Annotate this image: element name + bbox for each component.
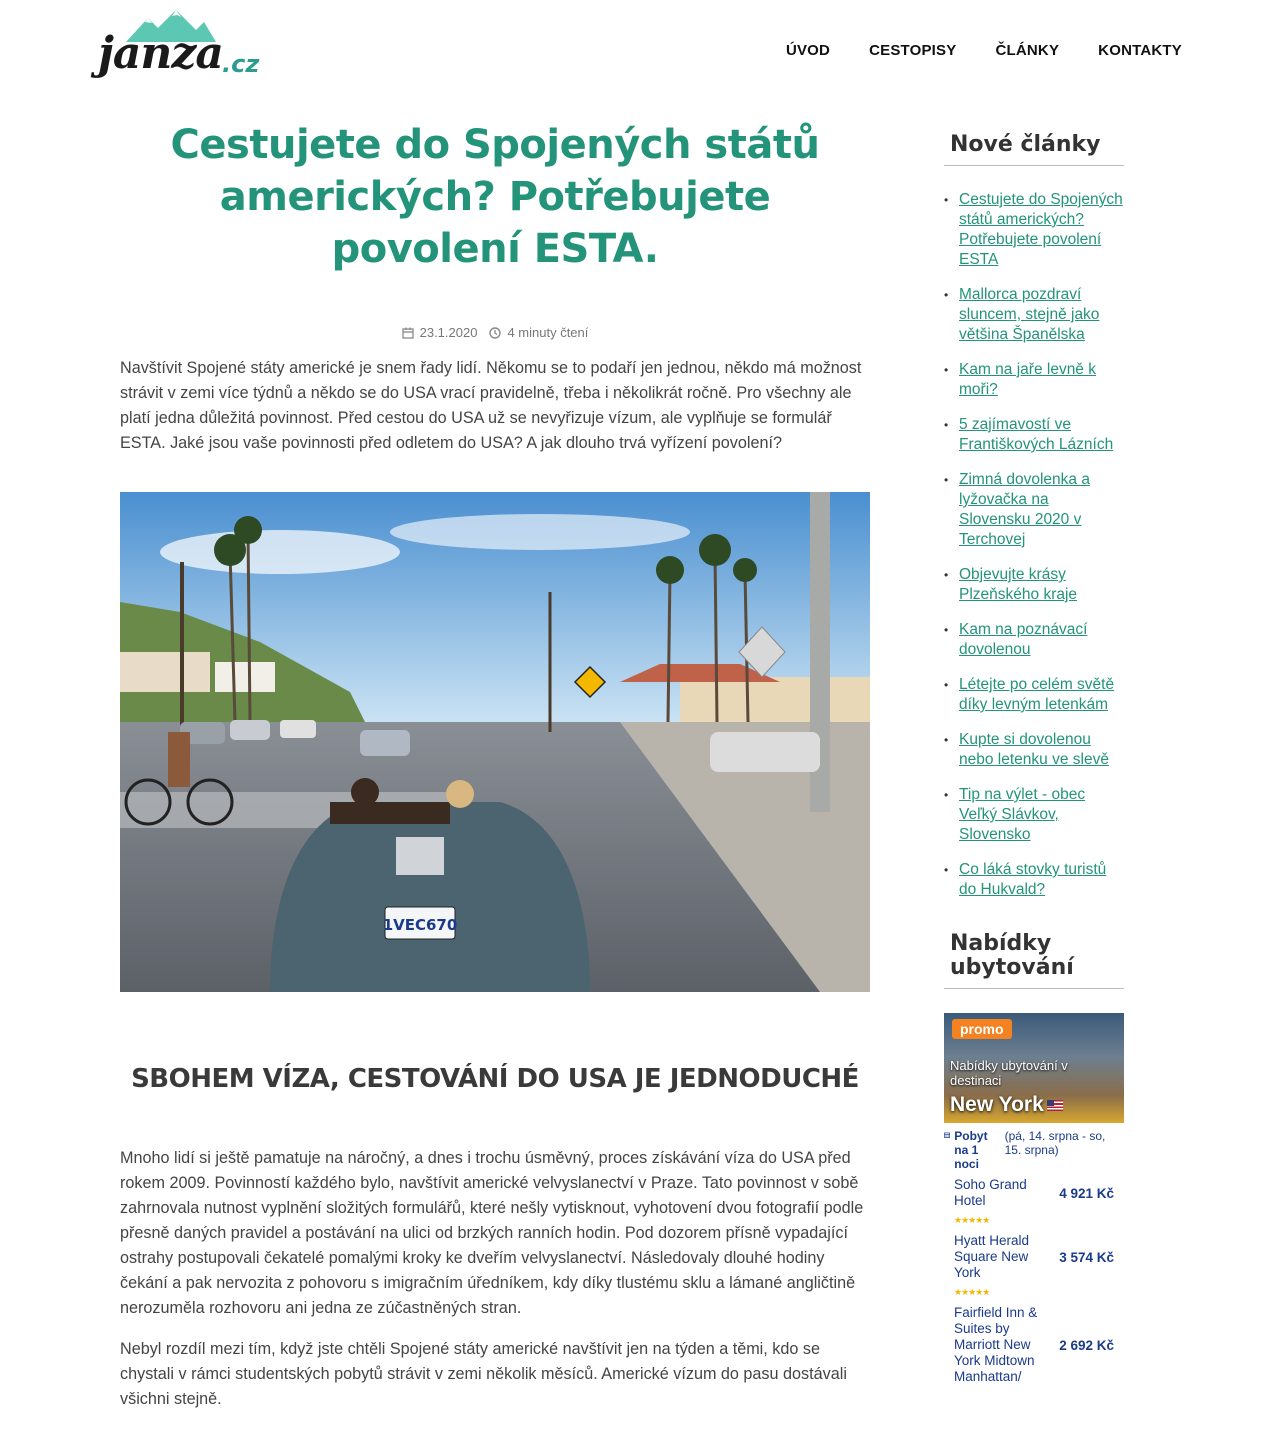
hotel-price: 4 921 Kč <box>1059 1185 1114 1201</box>
hotel-name[interactable]: Hyatt Herald Square New York <box>954 1233 1030 1280</box>
list-item <box>944 675 1124 715</box>
stay-info <box>944 1129 1124 1171</box>
palm-trunk <box>248 532 250 722</box>
palm-crown <box>234 516 262 544</box>
article-link[interactable]: Kupte si dovolenou nebo letenku ve slevě <box>959 731 1109 768</box>
article-paragraph: Nebyl rozdíl mezi tím, když jste chtěli Spojené státy americké navštívit jen na týden a těmi, kdo se chystali v rámci studentských pobytů strávit v zemi několik měsíců. Americké vízum do pasu dostávali všichni stejně. <box>120 1340 847 1408</box>
passenger-head <box>446 780 474 808</box>
article-date: 23.1.2020 <box>419 325 478 340</box>
list-item <box>944 565 1124 605</box>
article-link[interactable]: Kam na jaře levně k moři? <box>959 361 1096 398</box>
engine-grille <box>396 837 444 875</box>
cyclist <box>168 732 190 787</box>
article-link[interactable]: Mallorca pozdraví sluncem, stejně jako většina Španělska <box>959 286 1100 343</box>
palm-crown <box>699 534 731 566</box>
palm-crown <box>733 558 757 582</box>
hotel-item[interactable] <box>944 1177 1124 1209</box>
parked-car <box>280 720 316 738</box>
hotel-name[interactable]: Soho Grand Hotel <box>954 1177 1027 1208</box>
hotel-price: 3 574 Kč <box>1059 1249 1114 1265</box>
article-link[interactable]: Cestujete do Spojených států amerických? Potřebujete povolení ESTA <box>959 191 1123 268</box>
accommodation-title: Nabídky ubytování <box>944 932 1124 989</box>
logo-tld: .cz <box>222 50 260 78</box>
article-link[interactable]: Zimná dovolenka a lyžovačka na Slovensku 2020 v Terchovej <box>959 471 1090 548</box>
article <box>120 115 870 1412</box>
cloud <box>160 530 400 574</box>
building-right <box>680 677 870 722</box>
new-articles-list <box>944 190 1124 900</box>
article-link[interactable]: Kam na poznávací dovolenou <box>959 621 1088 658</box>
meta-readtime <box>489 325 588 340</box>
parked-car <box>710 732 820 772</box>
logo-text: janza <box>98 28 223 79</box>
hotel-name[interactable]: Fairfield Inn & Suites by Marriott New York Midtown Manhattan/ <box>954 1305 1038 1384</box>
clock-icon <box>489 327 501 339</box>
stay-dates: (pá, 14. srpna - so, 15. srpna) <box>1004 1129 1106 1157</box>
list-item <box>944 730 1124 770</box>
section-heading: SBOHEM VÍZA, CESTOVÁNÍ DO USA JE JEDNODUCHÉ <box>131 1064 859 1094</box>
palm-trunk <box>668 572 670 722</box>
nav-uvod[interactable]: ÚVOD <box>785 42 831 59</box>
car-seats <box>330 802 450 824</box>
cloud <box>390 514 690 550</box>
list-item <box>944 415 1124 455</box>
calendar-icon <box>944 1129 950 1141</box>
promo-city <box>950 1093 1063 1117</box>
list-item <box>944 190 1124 270</box>
hotel-item[interactable] <box>944 1305 1124 1385</box>
promo-subtitle: Nabídky ubytování v destinaci <box>950 1058 1068 1088</box>
sidebar <box>944 133 1124 1385</box>
list-item <box>944 285 1124 345</box>
article-meta <box>120 325 870 340</box>
new-articles-title: Nové články <box>944 133 1124 166</box>
list-item <box>944 620 1124 660</box>
nav-kontakty[interactable]: KONTAKTY <box>1098 42 1182 59</box>
article-title: Cestujete do Spojených států amerických? Potřebujete povolení ESTA. <box>170 122 820 272</box>
palm-trunk <box>715 552 717 722</box>
promo-banner[interactable] <box>944 1013 1124 1123</box>
license-plate-number: 1VEC670 <box>382 916 458 934</box>
article-read-time: 4 minuty čtení <box>507 325 589 340</box>
site-header <box>0 0 1280 100</box>
promo-city-name: New York <box>950 1093 1044 1116</box>
stay-label-text: Pobyt na 1 noci <box>954 1129 988 1171</box>
article-link[interactable]: Tip na výlet - obec Veľký Slávkov, Slovensko <box>959 786 1086 843</box>
list-item <box>944 785 1124 845</box>
meta-date <box>402 325 478 340</box>
vintage-car <box>270 802 590 992</box>
article-paragraph: Mnoho lidí si ještě pamatuje na náročný, a dnes i trochu úsměvný, proces získávání víza do USA před rokem 2009. Povinností každého bylo, navštívit americké velvyslanectví v Praze. Tato povinnost v sobě zahrnovala nutnost vyplnění složitých formulářů, které nešly vytisknout, vyhotovení dvou fotografií podle přesně daných pravidel a postávání na ulici od brzkých ranních hodin. Pod dozorem přísně vypadající ostrahy postupovali čekatelé pomalými kroky ke dveřím velvyslanectví. Následovaly dlouhé hodiny čekání a pak nervozita z pohovoru s imigračním úředníkem, kdy díky tlustému sklu a lámané angličtině nerozuměla rozhovoru ani jedna ze zúčastněných stran. <box>120 1149 864 1317</box>
site-logo[interactable] <box>96 8 260 80</box>
article-link[interactable]: Létejte po celém světě díky levným letenkám <box>959 676 1115 713</box>
list-item <box>944 860 1124 900</box>
article-lead: Navštívit Spojené státy americké je snem řady lidí. Někomu se to podaří jen jednou, někdo má možnost strávit v zemi více týdnů a někdo se do USA vrací pravidelně, třeba i několikrát ročně. Pro všechny ale platí jedna důležitá povinnost. Před cestou do USA už se nevyřizuje vízum, ale vyplňuje se formulář ESTA. Jaké jsou vaše povinnosti před odletem do USA? A jak dlouho trvá vyřízení povolení? <box>120 359 862 452</box>
list-item <box>944 360 1124 400</box>
street-car <box>360 730 410 756</box>
nav-cestopisy[interactable]: CESTOPISY <box>869 42 957 59</box>
stay-label <box>944 1129 1001 1171</box>
palm-crown <box>656 556 684 584</box>
parked-car <box>230 720 270 740</box>
house <box>215 662 275 692</box>
article-link[interactable]: Objevujte krásy Plzeňského kraje <box>959 566 1078 603</box>
article-link[interactable]: Co láká stovky turistů do Hukvald? <box>959 861 1107 898</box>
hotel-rating: ★★★★★ <box>954 1287 990 1297</box>
hotel-item[interactable] <box>944 1233 1124 1281</box>
list-item <box>944 470 1124 550</box>
house <box>120 652 210 692</box>
hotel-price: 2 692 Kč <box>1059 1337 1114 1353</box>
accommodation-widget <box>944 932 1124 1385</box>
main-nav <box>786 42 1182 59</box>
us-flag-icon <box>1047 1100 1063 1111</box>
article-link[interactable]: 5 zajímavostí ve Františkových Lázních <box>959 416 1114 453</box>
hotel-rating: ★★★★★ <box>954 1215 990 1225</box>
hero-image <box>120 492 870 992</box>
driver-head <box>351 778 379 806</box>
promo-badge: promo <box>952 1019 1012 1039</box>
calendar-icon <box>402 327 414 339</box>
nav-clanky[interactable]: ČLÁNKY <box>995 42 1060 59</box>
